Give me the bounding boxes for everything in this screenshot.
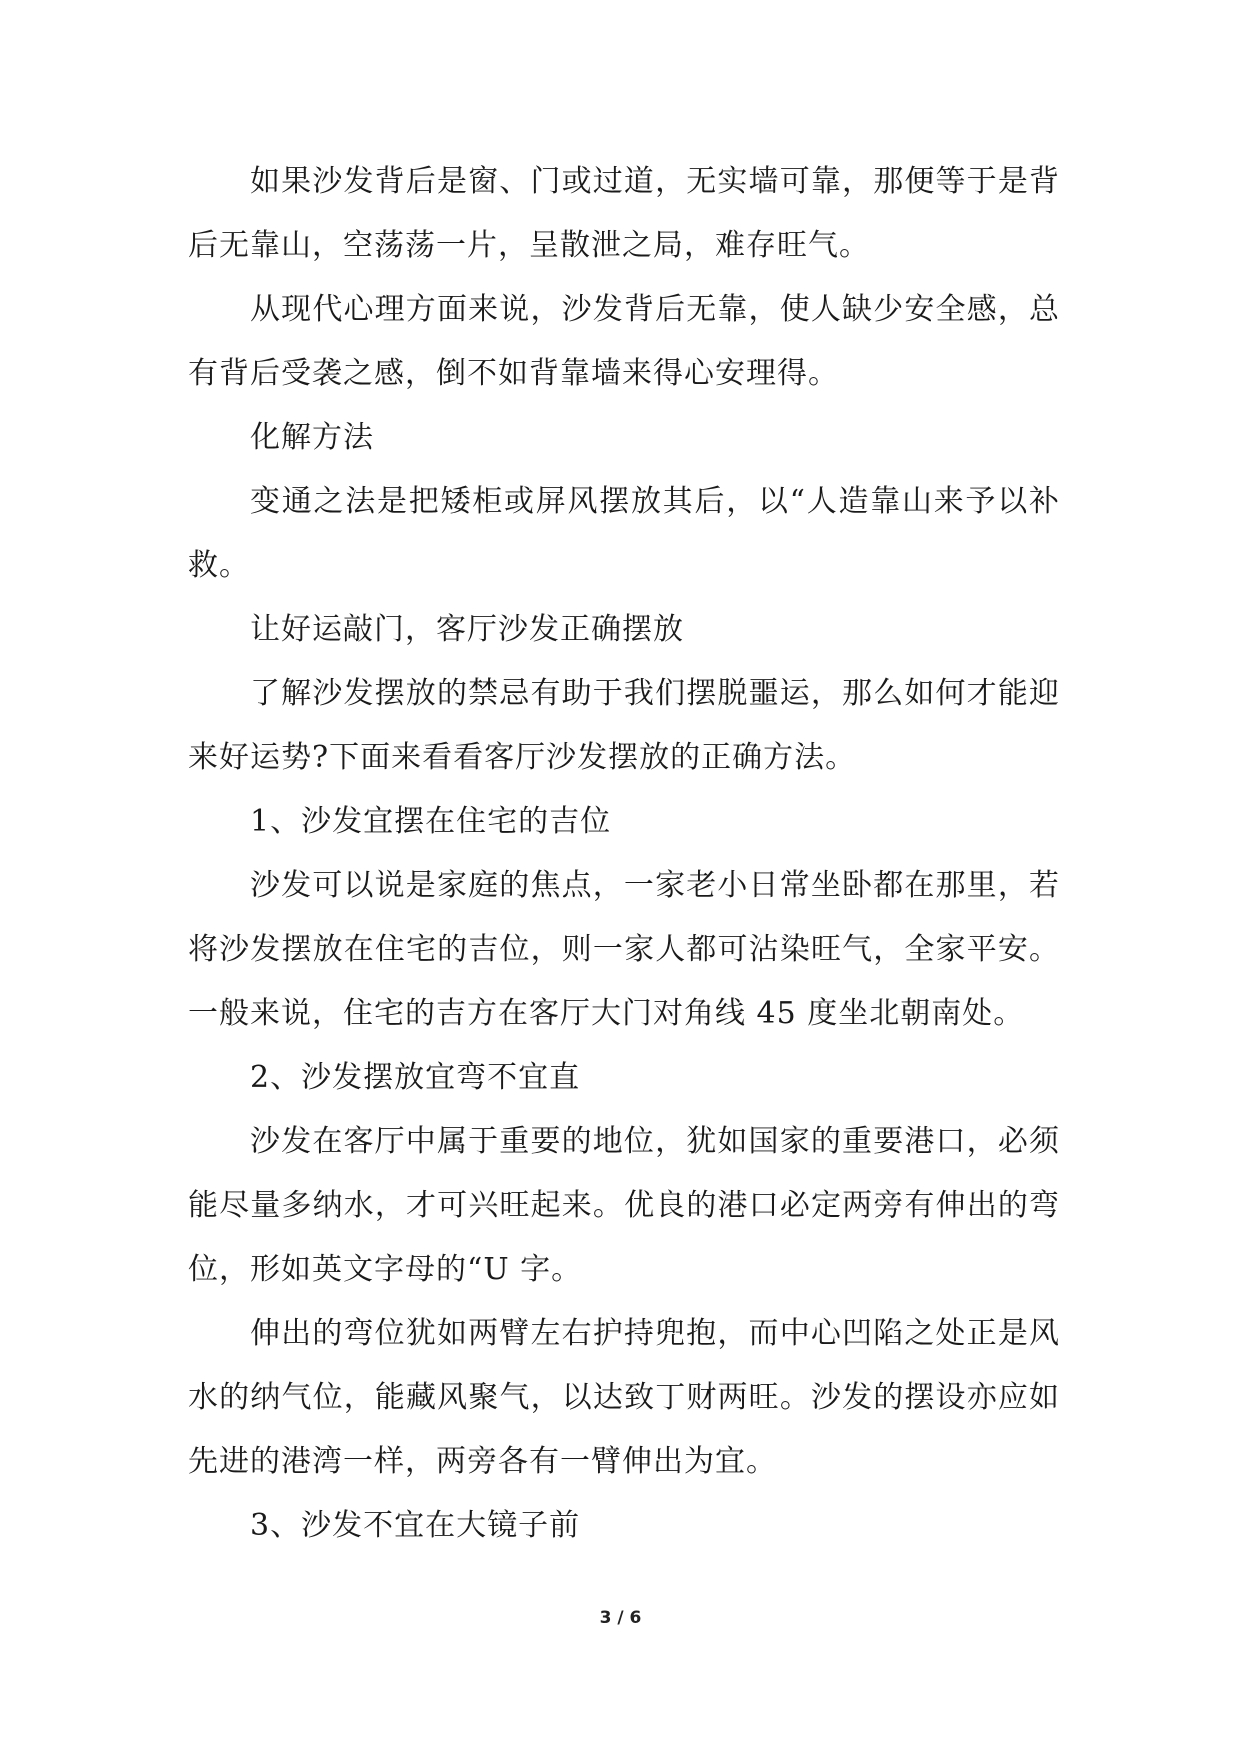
- list-heading: 3、沙发不宜在大镜子前: [250, 1508, 581, 1543]
- list-heading: 1、沙发宜摆在住宅的吉位: [250, 804, 612, 839]
- paragraph: 沙发可以说是家庭的焦点，一家老小日常坐卧都在那里，若将沙发摆放在住宅的吉位，则一家人都可沾染旺气，全家平安。一般来说，住宅的吉方在客厅大门对角线 45 度坐北朝南处。: [188, 868, 1060, 1031]
- section-heading: 化解方法: [250, 420, 374, 455]
- section-heading: 让好运敲门，客厅沙发正确摆放: [250, 612, 684, 647]
- paragraph: 沙发在客厅中属于重要的地位，犹如国家的重要港口，必须能尽量多纳水，才可兴旺起来。优良的港口必定两旁有伸出的弯位，形如英文字母的“U 字。: [188, 1124, 1060, 1287]
- paragraph: 了解沙发摆放的禁忌有助于我们摆脱噩运，那么如何才能迎来好运势?下面来看看客厅沙发摆放的正确方法。: [188, 676, 1060, 775]
- paragraph: 变通之法是把矮柜或屏风摆放其后，以“人造靠山来予以补救。: [188, 484, 1060, 583]
- paragraph: 伸出的弯位犹如两臂左右护持兜抱，而中心凹陷之处正是风水的纳气位，能藏风聚气，以达致丁财两旺。沙发的摆设亦应如先进的港湾一样，两旁各有一臂伸出为宜。: [188, 1316, 1060, 1479]
- document-body: [188, 150, 1060, 1558]
- paragraph: 如果沙发背后是窗、门或过道，无实墙可靠，那便等于是背后无靠山，空荡荡一片，呈散泄之局，难存旺气。: [188, 164, 1060, 263]
- paragraph: 从现代心理方面来说，沙发背后无靠，使人缺少安全感，总有背后受袭之感，倒不如背靠墙来得心安理得。: [188, 292, 1060, 391]
- list-heading: 2、沙发摆放宜弯不宜直: [250, 1060, 581, 1095]
- page-number: 3 / 6: [599, 1608, 642, 1628]
